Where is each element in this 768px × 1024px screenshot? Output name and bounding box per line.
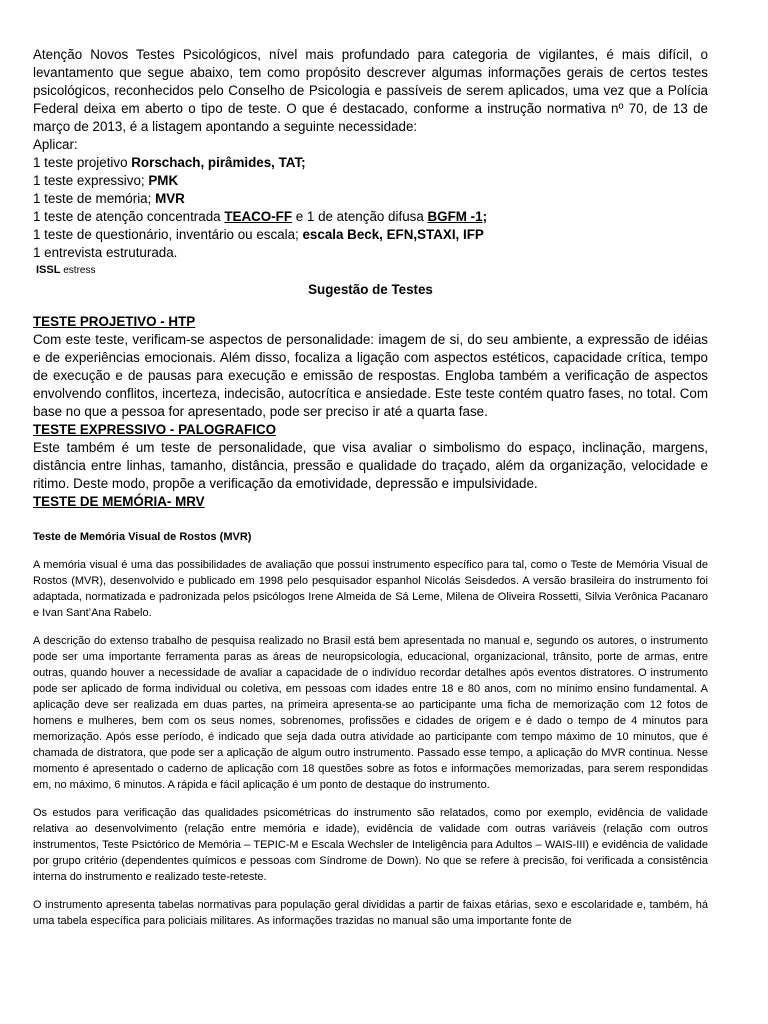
- requirement-value: BGFM -1: [427, 209, 483, 224]
- requirement-item: 1 teste expressivo; PMK: [33, 173, 179, 188]
- requirement-item: 1 teste de memória; MVR: [33, 191, 185, 206]
- requirement-item: 1 teste de atenção concentrada TEACO-FF e 1 de atenção difusa BGFM -1;: [33, 209, 488, 224]
- requirement-value: TEACO-FF: [224, 209, 293, 224]
- requirement-item: 1 teste projetivo Rorschach, pirâmides, TAT;: [33, 155, 306, 170]
- requirement-value: escala Beck, EFN,STAXI, IFP: [302, 227, 484, 242]
- mvr-paragraph: A descrição do extenso trabalho de pesquisa realizado no Brasil está bem apresentada no manual e, segundo os autores, o instrumento pode ser uma importante ferramenta paras as áreas de neuropsicologia, educacional, organizacional, trânsito, porte de armas, entre outras, quando houver a necessidade de avaliar a capacidade de o indivíduo recordar detalhes após eventos distratores. O instrumento pode ser aplicado de forma individual ou coletiva, em pessoas com idades entre 18 e 80 anos, com no mínimo ensino fundamental. A aplicação deve ser realizada em duas partes, na primeira apresenta-se ao participante uma ficha de memorização com 12 fotos de homens e mulheres, bem com os seus nomes, sobrenomes, profissões e cidades de origem e é dado o tempo de 4 minutos para memorização. Após esse período, é indicado que seja dada outra atividade ao participante com tempo máximo de 10 minutos, que é chamada de distratora, que pode ser a aplicação de algum outro instrumento. Passado esse tempo, a aplicação do MVR continua. Nesse momento é apresentado o caderno de aplicação com 18 questões sobre as fotos e informações memorizadas, para serem respondidas em, no máximo, 6 minutos. A rápida e fácil aplicação é um ponto de destaque do instrumento.: [33, 635, 708, 791]
- aplicar-label: Aplicar:: [33, 137, 78, 152]
- section-text: Com este teste, verificam-se aspectos de personalidade: imagem de si, do seu ambiente, a expressão de idéias e de experiências emocionais. Além disso, focaliza a ligação com aspectos estéticos, capacidade crítica, tempo de execução e de pausas para execução e emissão de respostas. Engloba também a verificação de aspectos envolvendo conflitos, incerteza, indecisão, autocrítica e ansiedade. Este teste contém quatro fases, no total. Com base no que a pessoa for apresentado, pode ser preciso ir até a quarta fase.: [33, 332, 708, 419]
- intro-paragraph: Atenção Novos Testes Psicológicos, nível mais profundado para categoria de vigilantes, é mais difícil, o levantamento que segue abaixo, tem como propósito descrever algumas informações gerais de certos testes psicológicos, reconhecidos pelo Conselho de Psicologia e passíveis de serem aplicados, uma vez que a Polícia Federal deixa em aberto o tipo de teste. O que é destacado, conforme a instrução normativa nº 70, de 13 de março de 2013, é a listagem apontando a seguinte necessidade:: [33, 47, 708, 134]
- requirement-item: 1 teste de questionário, inventário ou escala; escala Beck, EFN,STAXI, IFP: [33, 227, 484, 242]
- section-text: Este também é um teste de personalidade, que visa avaliar o simbolismo do espaço, inclinação, margens, distância entre linhas, tamanho, distância, pressão e qualidade do traçado, além da organização, velocidade e ritimo. Deste modo, propõe a verificação da emotividade, depressão e impulsividade.: [33, 440, 708, 491]
- requirement-value: MVR: [155, 191, 185, 206]
- mvr-paragraph: A memória visual é uma das possibilidades de avaliação que possui instrumento específico para tal, como o Teste de Memória Visual de Rostos (MVR), desenvolvido e publicado em 1998 pelo pesquisador espanhol Nicolás Seisdedos. A versão brasileira do instrumento foi adaptada, normatizada e padronizada pelos psicólogos Irene Almeida de Sá Leme, Milena de Oliveira Rossetti, Silvia Verônica Pacanaro e Ivan Sant’Ana Rabelo.: [33, 559, 708, 619]
- mvr-paragraph: Os estudos para verificação das qualidades psicométricas do instrumento são relatados, como por exemplo, evidência de validade relativa ao desenvolvimento (relação entre memória e idade), evidência de validade com outras variáveis (relação com outros instrumentos, Teste Psictórico de Memória – TEPIC-M e Escala Wechsler de Inteligência para Adultos – WAIS-III) e evidência de validade por grupo critério (dependentes químicos e pessoas com Síndrome de Down). No que se refere à precisão, foi verificada a consistência interna do instrumento e realizado teste-reteste.: [33, 807, 708, 883]
- section-heading: TESTE PROJETIVO - HTP: [33, 314, 196, 329]
- requirements-list: [33, 154, 708, 262]
- section-heading: TESTE DE MEMÓRIA- MRV: [33, 494, 205, 509]
- mvr-paragraph: O instrumento apresenta tabelas normativas para população geral divididas a partir de faixas etárias, sexo e escolaridade e, também, há uma tabela específica para policiais militares. As informações trazidas no manual são uma importante fonte de: [33, 899, 708, 927]
- issl-line: ISSL estress: [36, 264, 96, 276]
- requirement-value: Rorschach, pirâmides, TAT;: [131, 155, 306, 170]
- suggestion-title: Sugestão de Testes: [308, 282, 433, 297]
- requirement-value: PMK: [148, 173, 179, 188]
- requirement-item: 1 entrevista estruturada.: [33, 245, 178, 260]
- section-heading: TESTE EXPRESSIVO - PALOGRAFICO: [33, 422, 277, 437]
- mvr-subtitle: Teste de Memória Visual de Rostos (MVR): [33, 531, 252, 543]
